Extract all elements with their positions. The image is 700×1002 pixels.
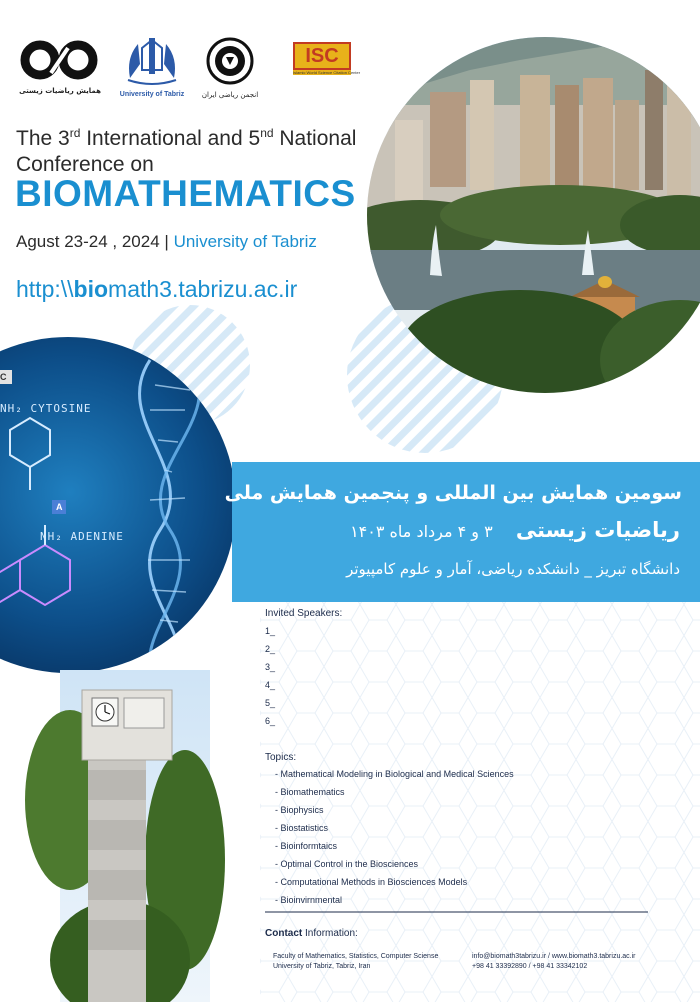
topic-item: - Computational Methods in Biosciences Models [275,877,468,887]
phone-line: +98 41 33392890 / +98 41 33342102 [472,963,588,970]
persian-title-line-2 [350,518,680,542]
persian-venue-line: دانشگاه تبریز _ دانشکده ریاضی، آمار و علوم کامپیوتر [346,560,680,578]
isc-logo [293,42,361,75]
persian-conference-name: ریاضیات زیستی [515,518,680,542]
speaker-slot: 1_ [265,626,276,636]
ims-logo [200,36,260,99]
contact-address [273,952,438,972]
biomath-logo-label: همایش ریاضیات زیستی [19,87,101,95]
persian-date: ۳ و ۴ مرداد ماه ۱۴۰۳ [350,522,493,541]
persian-title-line-1: سومین همایش بین المللی و پنجمین همایش ملی [224,482,682,504]
speaker-slot: 6_ [265,716,276,726]
topic-item: - Biomathematics [275,787,345,797]
topic-item: - Optimal Control in the Biosciences [275,859,419,869]
speaker-slot: 3_ [265,662,276,672]
tower-photo [25,670,225,1002]
isc-logo-subtitle: Islamic World Science Citation Center [293,70,361,75]
contact-details [472,952,636,972]
speaker-slot: 5_ [265,698,276,708]
venue-university: University of Tabriz [173,232,317,251]
address-line-2: University of Tabriz, Tabriz, Iran [273,963,371,970]
conference-date: Agust 23-24 , 2024 [16,232,160,251]
topic-item: - Bioinvirnmental [275,895,343,905]
biomathematics-heading: BIOMATHEMATICS [15,173,356,214]
topic-item: - Biostatistics [275,823,329,833]
speakers-list [265,626,275,734]
topics-label: Topics: [265,752,297,763]
dna-letter-a: A [56,502,63,512]
conference-title [16,120,376,178]
speaker-slot: 4_ [265,680,276,690]
title-line-2: Conference on [16,153,154,176]
email-website-line[interactable]: info@biomath3tabrizu.ir / www.biomath3.tabrizu.ac.ir [472,953,636,960]
topic-item: - Biophysics [275,805,324,815]
ims-logo-label: انجمن ریاضی ایران [201,91,259,99]
dna-letter-c: C [0,372,7,382]
address-line-1: Faculty of Mathematics, Statistics, Computer Sciense [273,953,439,960]
date-venue-line [16,232,317,252]
biomath-logo [18,38,102,95]
ims-seal-icon [200,36,260,86]
isc-logo-box: ISC [293,42,351,70]
website-link[interactable]: http:\\biomath3.tabrizu.ac.ir [16,276,298,302]
contact-heading: Contact Information: [265,928,358,939]
biomath-logo-icon [18,38,102,82]
cytosine-label: NH₂ CYTOSINE [0,402,92,415]
date-separator: | [164,232,169,251]
topic-item: - Mathematical Modeling in Biological and Medical Sciences [275,769,514,779]
title-line-1: The 3rd International and 5nd National [16,126,357,150]
invited-speakers-label: Invited Speakers: [265,608,343,619]
tabriz-logo-label: University of Tabriz [119,91,185,98]
tabriz-logo [118,34,186,98]
topics-list [275,769,514,913]
topic-item: - Bioinformtaics [275,841,338,851]
speaker-slot: 2_ [265,644,276,654]
tabriz-emblem-icon [118,34,186,86]
adenine-label: NH₂ ADENINE [40,530,124,543]
